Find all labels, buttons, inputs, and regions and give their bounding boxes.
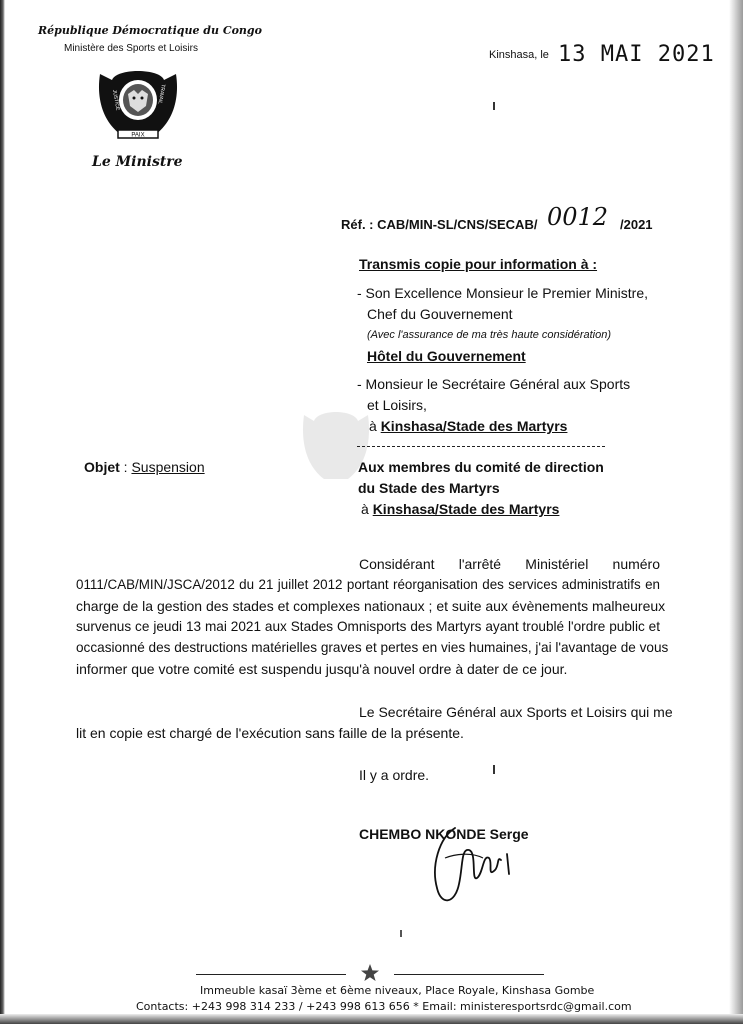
- reference-prefix: Réf. : CAB/MIN-SL/CNS/SECAB/: [341, 217, 538, 232]
- addressee-line3: [361, 501, 559, 517]
- date-stamp: 13 MAI 2021: [558, 42, 715, 67]
- addressee-line2: du Stade des Martyrs: [358, 480, 500, 496]
- footer-contacts: Contacts: +243 998 314 233 / +243 998 613 656 * Email: ministeresportsrdc@gmail.com: [136, 1000, 632, 1013]
- star-icon: [360, 963, 380, 983]
- reference-number: 0012: [547, 203, 609, 231]
- scan-edge-bottom: [0, 1014, 743, 1024]
- copy-recipient-2-line1: - Monsieur le Secrétaire Général aux Sports: [357, 376, 631, 392]
- copy-recipient-1-line2: Chef du Gouvernement: [367, 306, 513, 322]
- subject-label: Objet: [84, 459, 120, 475]
- footer-rule-right: [394, 974, 544, 975]
- separator-dashed: [357, 446, 605, 447]
- emblem-motto-left: JUSTICE: [111, 89, 121, 111]
- footer-rule-left: [196, 974, 346, 975]
- copy-recipient-2-line2: et Loisirs,: [367, 397, 427, 413]
- scan-edge-left: [0, 0, 5, 1024]
- copy-recipient-2-place: Kinshasa/Stade des Martyrs: [380, 418, 568, 434]
- footer-address: Immeuble kasaï 3ème et 6ème niveaux, Place Royale, Kinshasa Gombe: [200, 984, 595, 997]
- copy-recipient-1-place: Hôtel du Gouvernement: [367, 348, 526, 364]
- body-p1-line4: survenus ce jeudi 13 mai 2021 aux Stades Omnisports des Martyrs ayant troublé l'ordre public et: [76, 619, 660, 634]
- body-p1-line3: charge de la gestion des stades et complexes nationaux ; et suite aux évènements malheureux: [76, 598, 666, 614]
- handwritten-signature: [425, 818, 525, 910]
- subject-value: Suspension: [131, 459, 205, 475]
- copy-recipient-1-line1: - Son Excellence Monsieur le Premier Ministre,: [357, 285, 648, 301]
- addressee-line1: Aux membres du comité de direction: [358, 459, 604, 475]
- body-p1-line2: 0111/CAB/MIN/JSCA/2012 du 21 juillet 2012 portant réorganisation des services administratifs en: [76, 577, 660, 592]
- closing-line: Il y a ordre.: [359, 767, 430, 783]
- national-emblem-icon: [90, 60, 186, 150]
- speck: [493, 765, 495, 774]
- body-p2-line1: Le Secrétaire Général aux Sports et Loisirs qui me: [359, 704, 673, 720]
- copy-recipient-2-place-prefix: à: [369, 418, 381, 434]
- signatory-name: CHEMBO NKONDE Serge: [359, 826, 529, 842]
- addressee-line3-prefix: à: [361, 501, 373, 517]
- addressee-place: Kinshasa/Stade des Martyrs: [372, 501, 560, 517]
- scan-edge-right: [729, 0, 743, 1024]
- subject-separator: :: [119, 459, 132, 475]
- copy-recipient-2-place-line: [369, 418, 567, 434]
- subject-line: [84, 459, 205, 475]
- body-p1-line6: informer que votre comité est suspendu jusqu'à nouvel ordre à dater de ce jour.: [76, 661, 568, 677]
- copy-to-heading: Transmis copie pour information à :: [359, 256, 598, 272]
- letterhead-title: Le Ministre: [92, 154, 183, 170]
- body-p2-line2: lit en copie est chargé de l'exécution sans faille de la présente.: [76, 725, 464, 741]
- letterhead-ministry: Ministère des Sports et Loisirs: [64, 43, 198, 54]
- body-p1-line5: occasionné des destructions matérielles graves et pertes en vies humaines, j'ai l'avantage de vous: [76, 640, 669, 655]
- body-p1-line1: Considérant l'arrêté Ministériel numéro: [359, 556, 660, 572]
- speck: [400, 930, 402, 937]
- date-place: Kinshasa, le: [489, 49, 549, 61]
- copy-recipient-1-note: (Avec l'assurance de ma très haute considération): [367, 329, 612, 341]
- emblem-motto-right: TRAVAIL: [156, 83, 166, 105]
- letterhead-country: République Démocratique du Congo: [38, 24, 262, 37]
- reference-suffix: /2021: [620, 217, 653, 232]
- emblem-motto-bottom: PAIX: [131, 132, 145, 139]
- speck: [493, 102, 495, 110]
